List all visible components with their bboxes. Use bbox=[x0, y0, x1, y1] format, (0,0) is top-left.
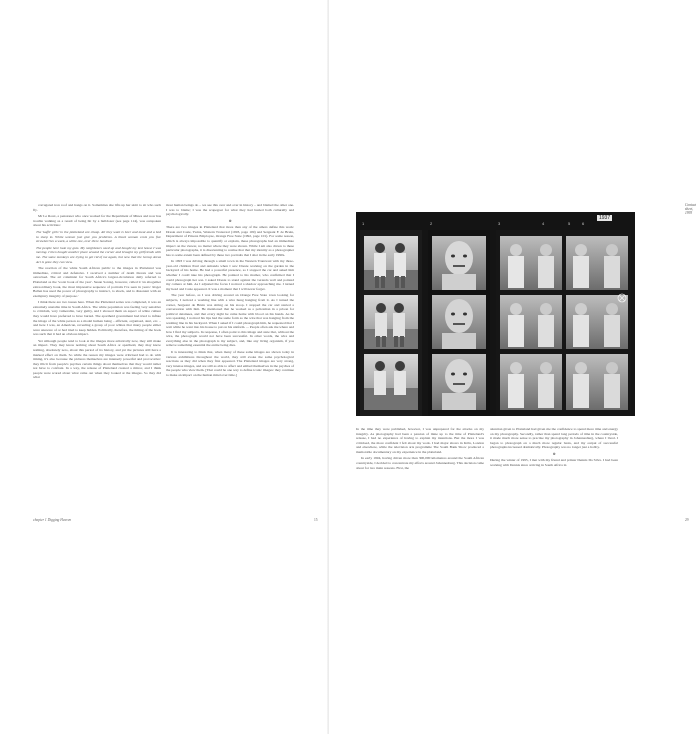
frame-label: 1 bbox=[362, 221, 365, 226]
left-page-column-1 bbox=[33, 203, 161, 382]
right-page-column-1 bbox=[356, 427, 484, 472]
block-quote: The 'kaffir girls' in the platteland are cheap. All they want is beer and meat and a bed to sleep in. White women just give you problems. A black woman costs you five strawberries a week, a white one, over three hundred. bbox=[36, 230, 161, 244]
film-strip-two-figures bbox=[496, 230, 631, 416]
film-strip-portrait bbox=[428, 230, 490, 416]
body-paragraph: In early 1994, having driven more than 300,000 kilometres around the South African countryside, I decided to concentrate my efforts around Johannesburg. This decision came about for two main reasons. First, the bbox=[356, 456, 484, 470]
frame-label: 6 bbox=[582, 221, 585, 226]
body-paragraph: During the winter of 1995, I met with my friend and printer Dennis Da Silva. I had been working with Dennis since arriving in South Africa in bbox=[490, 458, 618, 468]
frame-label: 2 bbox=[430, 221, 433, 226]
body-paragraph: Yet although people tend to look at the images more artistically now, they still make an impact. They may know nothing about South Africa or apartheid, they may know nothing, absolutely zero, about this period of its history, and yet the pictures still have a marked effect on them. So while the reason my images were criticised had to do with timing, it's also because the pictures themselves are intensely powerful and provocative: they illicit from people's psyches certain things about themselves that they would rather not have to confront. In a way, the release of Platteland created a mirror, and I think people were scared about what came out when they looked at the images. So they did what bbox=[33, 338, 161, 380]
body-paragraph: The reaction of the white South African public to the images in Platteland was immediate, critical and defensive. I received a number of death threats and was ostracised. The art columnist for South Africa's largest-circulation daily referred to Platteland as the 'worst book of the year'. Susan Sontag, however, called it 'an altogether extraordinary book, the most impressive sequence of portraits I've seen in years.' Roger Ballen has used the power of photography to instruct, to shock, and is dissonant with an exemplary integrity of purpose.' bbox=[33, 266, 161, 298]
left-page-column-2 bbox=[166, 203, 294, 380]
running-footer: chapter 1 Digging Heaven bbox=[33, 518, 72, 522]
body-paragraph: In 1993 I was driving through a small town in the Western Transvaal with my three-year-old children Paul and Amanda when I saw Dresie working on the garden in the backyard of his home. He had a powerful presence, so I stopped the car and asked him whether I could take his photograph. He pointed to his mother, who confirmed that I could photograph her son. I asked Dresie to stand against the veranda wall and pointed my camera at him. As I adjusted the focus I noticed a shadow approaching me. I turned my head and Casie appeared. It was a moment that I will never forget. bbox=[166, 259, 294, 291]
section-ornament: ⊛ bbox=[552, 451, 556, 456]
body-paragraph: There are two images in Platteland that more than any of the others define this work: Dresie and Casie, Twins, Western Transvaal (1993, page 109) and Sergeant F. de Bruin, Department of Prisons Employee, Orange Free State (1992, page 101). For some reason, which is always impossible to quantify or explain, these photographs had an immediate impact on the viewer, no matter where they were shown. While I am also drawn to these particular photographs, it is disorienting to realise that that my identity as a photographer has to some extent been defined by these two portraits that I shot in the early 1990s. bbox=[166, 225, 294, 257]
block-quote: The people here hate my guts. My neighbours used up and bought my last house I was moving. I then bought another place around the corner and brought my girlfriends with me. The same monkeys are trying to get rid of me again, but now that the Group Areas Act is gone they can view. bbox=[36, 245, 161, 264]
contact-sheet-illustration bbox=[356, 212, 635, 416]
body-paragraph: In the time they were published, however, I was unprepared for the attacks on my integrity. As photography had been a passion of mine up to the time of Platteland's release, I had no experience of having to explain my intentions. But the more I was criticised, the more confident I felt about my work. I had major shows in Köln, London and elsewhere, while the television arts programme The South Bank Show produced a memorable documentary on my experience in the platteland. bbox=[356, 427, 484, 454]
frame-label: 4 bbox=[542, 221, 545, 226]
contact-sheet-frame-tag: 1937 bbox=[599, 215, 611, 221]
film-strip-twins bbox=[360, 230, 422, 416]
body-paragraph: most human beings do – we see this over and over in history – and blamed the other one. I was to blame; I was the scapegoat for what they had buried both culturally and psychologically. bbox=[166, 203, 294, 217]
page-number-left: 15 bbox=[314, 518, 318, 522]
frame-label: 3 bbox=[498, 221, 501, 226]
frame-label: 5 bbox=[568, 221, 571, 226]
body-paragraph: Mr Le Roux, a pensioner who once worked for the Department of Mines and now has trouble walking as a result of being hit by a bulldozer (see page 114), was outspoken about his activities: bbox=[33, 214, 161, 228]
body-paragraph: corrugated iron roof and hangs on it. Sometimes she lifts up her skirt to sit who such fly. bbox=[33, 203, 161, 212]
body-paragraph: It is interesting to think that, when many of these same images are shown today in various exhibitions throughout the world, they still evoke the same psychological reactions as they did when they first appeared. The Platteland images are very strong, very intense images, and are still as able to affect and embed themselves in the psyches of the people who view them. [That could be one way to define iconic images: they continue to make an impact on the human mind over time.] bbox=[166, 350, 294, 377]
right-page-column-2 bbox=[490, 427, 618, 470]
page-number-right: 29 bbox=[685, 518, 689, 522]
contact-sheet-photo bbox=[356, 212, 635, 416]
left-page bbox=[0, 0, 329, 734]
figure-caption: Contact sheet, 1993 bbox=[685, 203, 696, 215]
section-ornament: ⊛ bbox=[228, 218, 232, 223]
body-paragraph: I think there are two issues here. When the Platteland series was completed, it was an extremely unstable time in South Africa. The white population was feeling very sensitive to criticism, very vulnerable, very guilty, and I showed them an aspect of white culture they would have preferred to have buried. The apartheid government had tried to inflate the image of the white person as a model human being – efficient, organised, alert, etc. – and here I was, an American, revealing a group of poor whites that many people either were unaware of or had tried to keep hidden. Politically, therefore, the timing of the book was such that it had an obvious impact. bbox=[33, 300, 161, 337]
body-paragraph: attention given to Platteland had given me the confidence to spend more time and energy on my photography. Secondly, rather than spend long periods of time in the countryside, it made much more sense to practise my photography in Johannesburg, where I lived. I began to photograph on a much more regular basis, and my output of successful photographs increased dramatically. Photography was no longer just a hobby. bbox=[490, 427, 618, 450]
body-paragraph: The year before, as I was driving around an Orange Free State town looking for subjects, I noticed a washing line with a wire hung hanging from it. As I turned the corner, Sergeant de Bruin was sitting on his stoop. I stopped the car and started a conversation with him. He mentioned that he worked as a policeman in a prison for political detainees, and that every night he came home with blood on his hands. As he was speaking, I noticed his lips had the same form as the wire that was hanging from the washing line in his backyard. When I asked if I could photograph him, he requested that I wait while he went into his house to put on his uniform. ... People often ask me where and how I find my subjects. In response, I often point to this image and state that, without the wire, the photograph would not have been successful. In other words, the wire and everything else in the photograph is my subject, and, like any living organism, if you remove something essential the entire being dies. bbox=[166, 293, 294, 348]
